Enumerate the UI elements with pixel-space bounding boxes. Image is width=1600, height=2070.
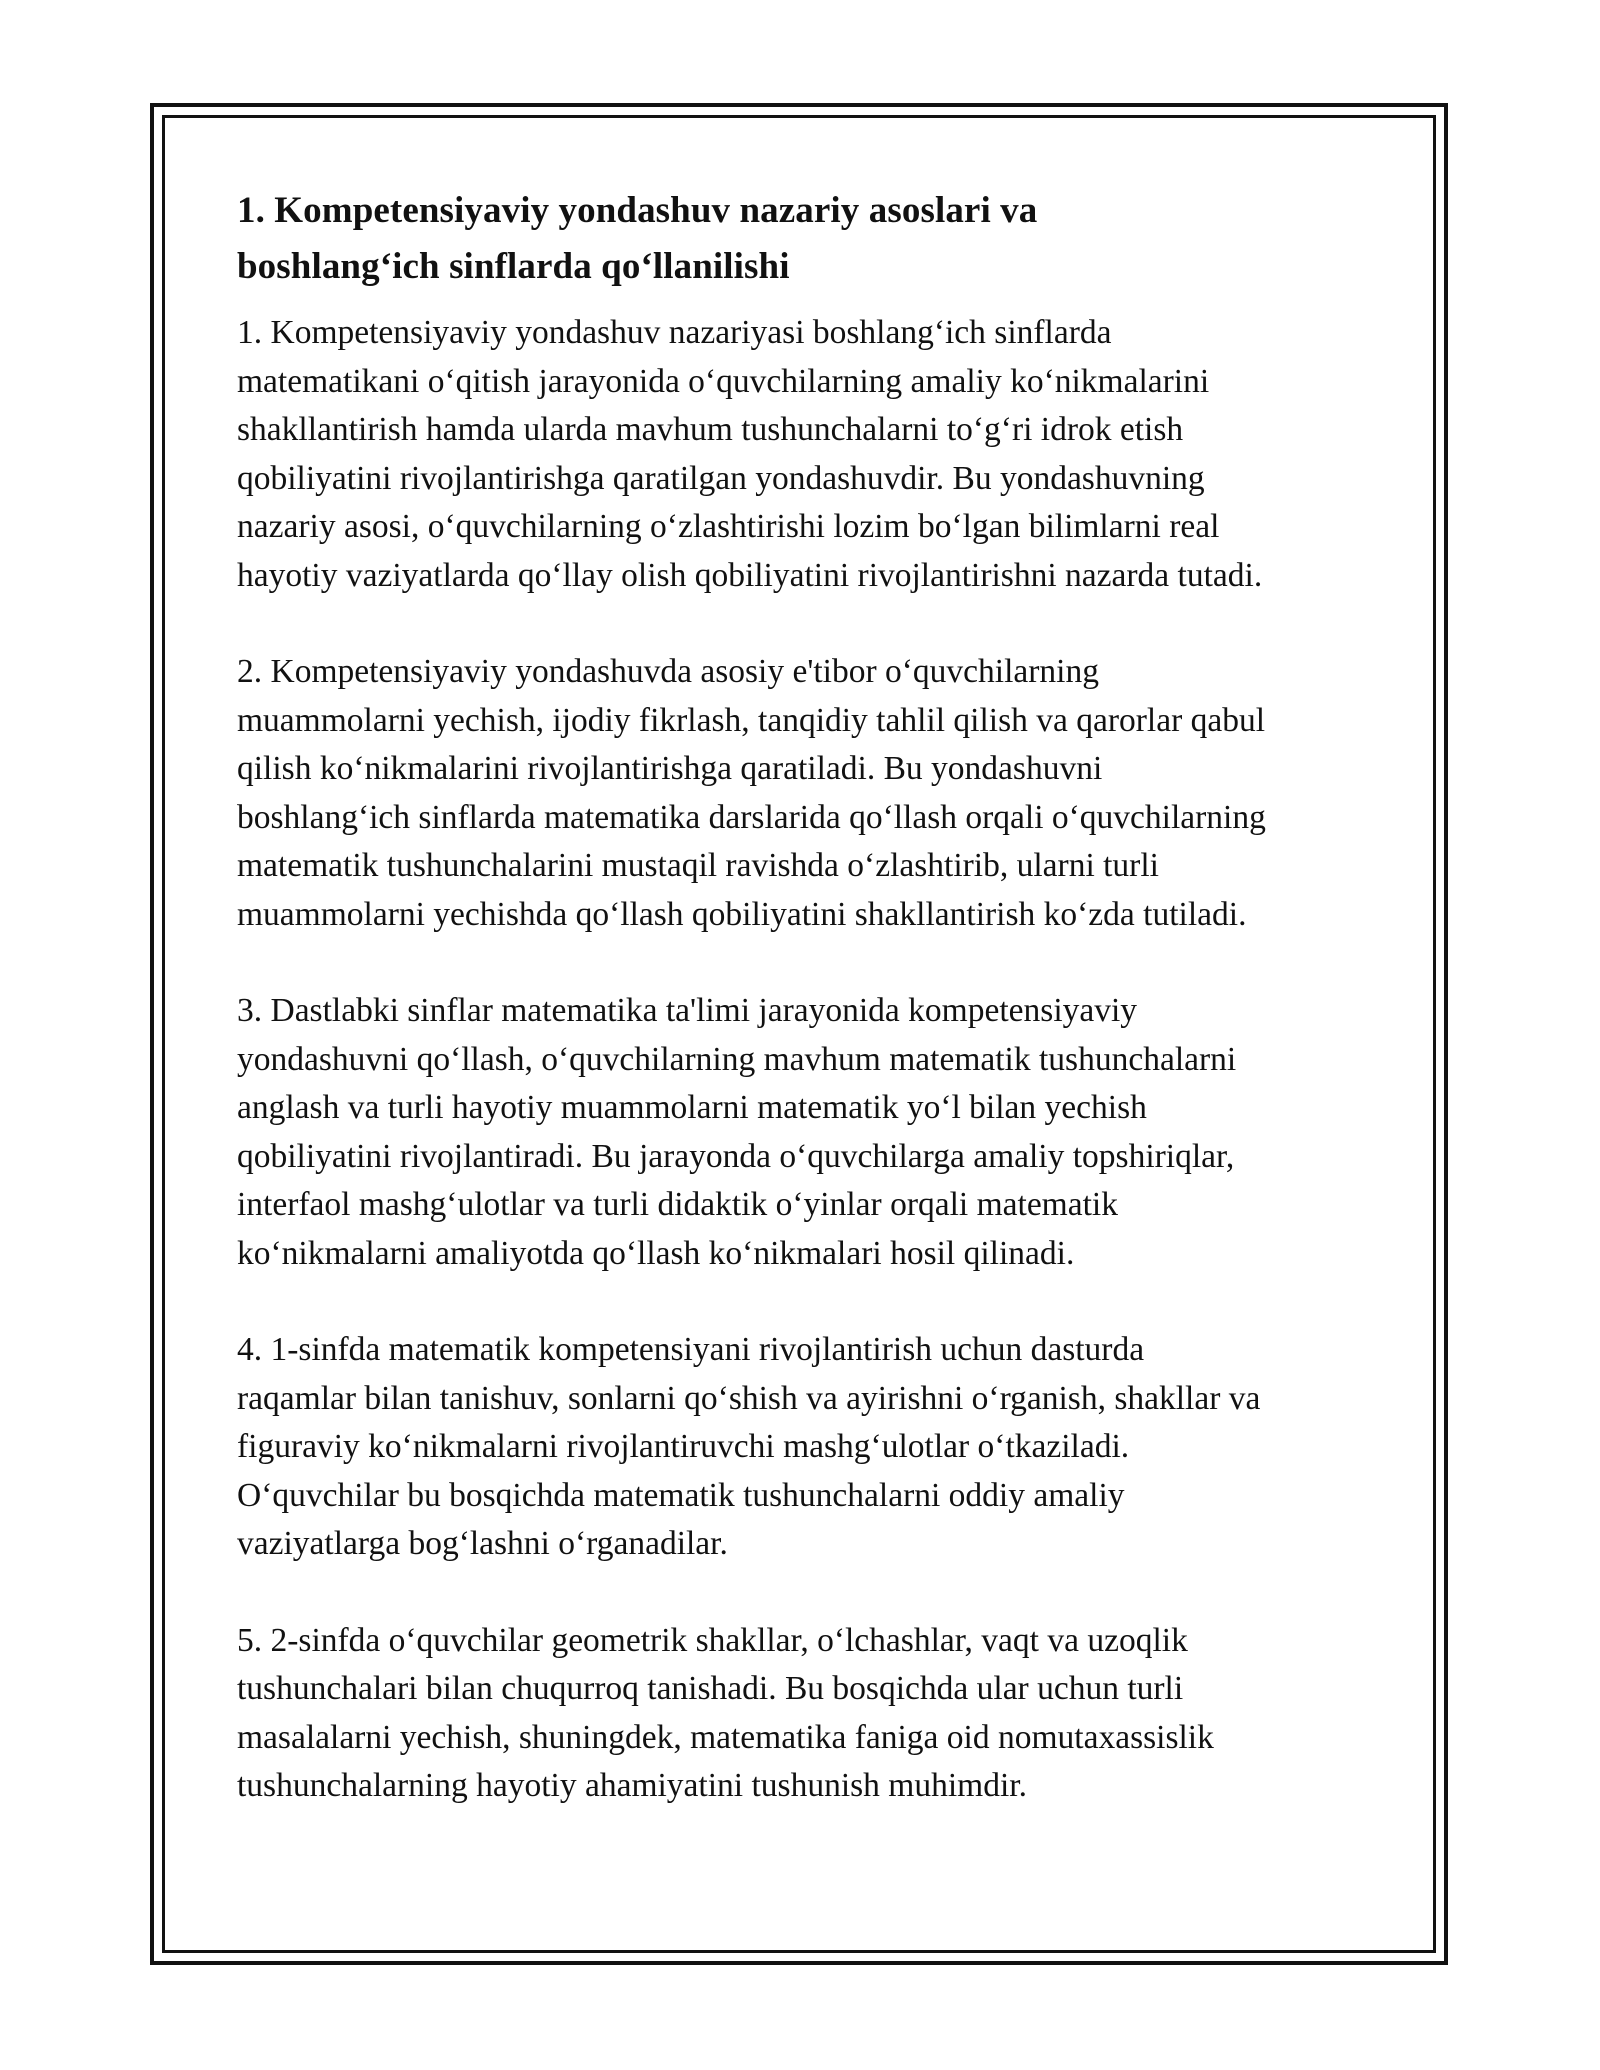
text-line: matematikani o‘qitish jarayonida o‘quvchilarning amaliy ko‘nikmalarini	[237, 362, 1210, 400]
text-line: tushunchalari bilan chuqurroq tanishadi. Bu bosqichda ular uchun turli	[237, 1670, 1184, 1707]
text-line: nazariy asosi, o‘quvchilarning o‘zlashtirishi lozim bo‘lgan bilimlarni real	[237, 508, 1220, 545]
page-border-outer	[150, 103, 1448, 1965]
title-line: 1. Kompetensiyaviy yondashuv nazariy asoslari va	[237, 190, 1038, 231]
text-line: tushunchalarning hayotiy ahamiyatini tushunish muhimdir.	[237, 1767, 1027, 1804]
text-line: 3. Dastlabki sinflar matematika ta'limi jarayonida kompetensiyaviy	[237, 992, 1138, 1029]
text-line: shakllantirish hamda ularda mavhum tushunchalarni to‘g‘ri idrok etish	[237, 411, 1184, 448]
text-line: 5. 2-sinfda o‘quvchilar geometrik shakllar, o‘lchashlar, vaqt va uzoqlik	[237, 1621, 1188, 1659]
text-line: boshlang‘ich sinflarda matematika darslarida qo‘llash orqali o‘quvchilarning	[237, 798, 1266, 836]
paragraph-5	[237, 1617, 1367, 1811]
text-line: qilish ko‘nikmalarini rivojlantirishga qaratiladi. Bu yondashuvni	[237, 750, 1103, 787]
title-line: boshlang‘ich sinflarda qo‘llanilishi	[237, 246, 790, 287]
text-line: figuraviy ko‘nikmalarni rivojlantiruvchi mashg‘ulotlar o‘tkaziladi.	[237, 1428, 1130, 1465]
document-content	[237, 183, 1367, 1859]
text-line: 4. 1-sinfda matematik kompetensiyani rivojlantirish uchun dasturda	[237, 1331, 1145, 1368]
text-line: raqamlar bilan tanishuv, sonlarni qo‘shish va ayirishni o‘rganish, shakllar va	[237, 1379, 1261, 1417]
text-line: qobiliyatini rivojlantirishga qaratilgan yondashuvdir. Bu yondashuvning	[237, 459, 1205, 497]
text-line: 2. Kompetensiyaviy yondashuvda asosiy e'tibor o‘quvchilarning	[237, 653, 1099, 690]
text-line: O‘quvchilar bu bosqichda matematik tushunchalarni oddiy amaliy	[237, 1476, 1125, 1514]
text-line: yondashuvni qo‘llash, o‘quvchilarning mavhum matematik tushunchalarni	[237, 1040, 1237, 1078]
text-line: anglash va turli hayotiy muammolarni matematik yo‘l bilan yechish	[237, 1089, 1147, 1126]
text-line: hayotiy vaziyatlarda qo‘llay olish qobiliyatini rivojlantirishni nazarda tutadi.	[237, 556, 1263, 594]
paragraph-2	[237, 648, 1367, 939]
text-line: matematik tushunchalarini mustaqil ravishda o‘zlashtirib, ularni turli	[237, 847, 1159, 884]
text-line: interfaol mashg‘ulotlar va turli didaktik o‘yinlar orqali matematik	[237, 1186, 1118, 1223]
text-line: vaziyatlarga bog‘lashni o‘rganadilar.	[237, 1525, 728, 1562]
paragraph-3	[237, 987, 1367, 1278]
text-line: 1. Kompetensiyaviy yondashuv nazariyasi boshlang‘ich sinflarda	[237, 314, 1112, 351]
paragraph-4	[237, 1326, 1367, 1569]
text-line: qobiliyatini rivojlantiradi. Bu jarayonda o‘quvchilarga amaliy topshiriqlar,	[237, 1137, 1235, 1175]
document-title	[237, 183, 1367, 295]
text-line: muammolarni yechish, ijodiy fikrlash, tanqidiy tahlil qilish va qarorlar qabul	[237, 701, 1266, 739]
text-line: muammolarni yechishda qo‘llash qobiliyatini shakllantirish ko‘zda tutiladi.	[237, 895, 1247, 933]
text-line: masalalarni yechish, shuningdek, matematika faniga oid nomutaxassislik	[237, 1718, 1214, 1756]
paragraph-1	[237, 309, 1367, 600]
text-line: ko‘nikmalarni amaliyotda qo‘llash ko‘nikmalari hosil qilinadi.	[237, 1234, 1075, 1272]
